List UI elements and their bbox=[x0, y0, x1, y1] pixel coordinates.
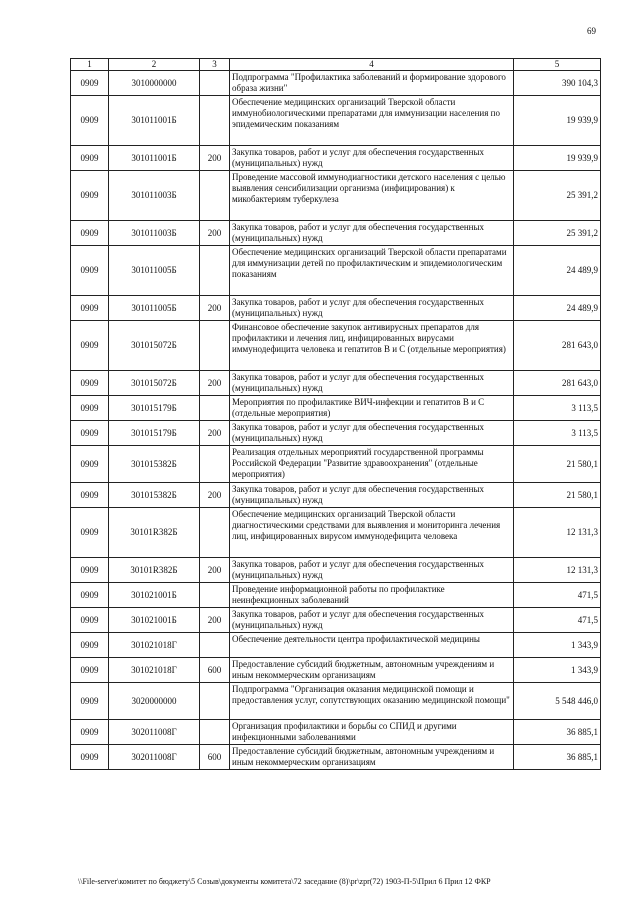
row-amount: 471,5 bbox=[514, 583, 601, 608]
row-name: Финансовое обеспечение закупок антивирусных препаратов для профилактики и лечения лиц, инфицированных вирусами иммунодефицита человека и гепатитов В и С (отдельные мероприятия) bbox=[230, 321, 514, 371]
row-name: Закупка товаров, работ и услуг для обеспечения государственных (муниципальных) нужд bbox=[230, 296, 514, 321]
row-section: 0909 bbox=[71, 221, 109, 246]
row-section: 0909 bbox=[71, 371, 109, 396]
row-amount: 21 580,1 bbox=[514, 446, 601, 483]
row-name: Предоставление субсидий бюджетным, автономным учреждениям и иным некоммерческим организациям bbox=[230, 745, 514, 770]
row-expense-type bbox=[200, 720, 230, 745]
header-section: 1 bbox=[71, 59, 109, 71]
row-code: 301015382Б bbox=[109, 446, 200, 483]
row-code: 301015179Б bbox=[109, 396, 200, 421]
row-section: 0909 bbox=[71, 296, 109, 321]
row-section: 0909 bbox=[71, 508, 109, 558]
row-amount: 25 391,2 bbox=[514, 171, 601, 221]
row-expense-type bbox=[200, 583, 230, 608]
table-row bbox=[71, 96, 601, 146]
row-amount: 24 489,9 bbox=[514, 296, 601, 321]
row-expense-type bbox=[200, 508, 230, 558]
table-row bbox=[71, 608, 601, 633]
table-row bbox=[71, 558, 601, 583]
row-amount: 281 643,0 bbox=[514, 321, 601, 371]
header-amount: 5 bbox=[514, 59, 601, 71]
row-amount: 5 548 446,0 bbox=[514, 683, 601, 720]
table-row bbox=[71, 421, 601, 446]
table-row bbox=[71, 296, 601, 321]
row-section: 0909 bbox=[71, 483, 109, 508]
table-row bbox=[71, 658, 601, 683]
header-expense-type: 3 bbox=[200, 59, 230, 71]
row-expense-type: 600 bbox=[200, 658, 230, 683]
row-amount: 24 489,9 bbox=[514, 246, 601, 296]
row-section: 0909 bbox=[71, 683, 109, 720]
row-expense-type bbox=[200, 321, 230, 371]
row-name: Закупка товаров, работ и услуг для обеспечения государственных (муниципальных) нужд bbox=[230, 483, 514, 508]
table-row bbox=[71, 246, 601, 296]
table-row bbox=[71, 171, 601, 221]
row-expense-type bbox=[200, 171, 230, 221]
table-row bbox=[71, 633, 601, 658]
row-section: 0909 bbox=[71, 321, 109, 371]
row-code: 302011008Г bbox=[109, 745, 200, 770]
row-expense-type bbox=[200, 396, 230, 421]
table-row bbox=[71, 683, 601, 720]
row-expense-type bbox=[200, 446, 230, 483]
row-section: 0909 bbox=[71, 71, 109, 96]
row-name: Закупка товаров, работ и услуг для обеспечения государственных (муниципальных) нужд bbox=[230, 558, 514, 583]
table-row bbox=[71, 221, 601, 246]
row-section: 0909 bbox=[71, 96, 109, 146]
row-section: 0909 bbox=[71, 633, 109, 658]
row-section: 0909 bbox=[71, 421, 109, 446]
row-name: Подпрограмма "Профилактика заболеваний и формирование здорового образа жизни" bbox=[230, 71, 514, 96]
row-amount: 36 885,1 bbox=[514, 745, 601, 770]
row-section: 0909 bbox=[71, 658, 109, 683]
row-name: Мероприятия по профилактике ВИЧ-инфекции и гепатитов В и С (отдельные мероприятия) bbox=[230, 396, 514, 421]
row-name: Обеспечение медицинских организаций Тверской области диагностическими средствами для выявления и мониторинга лечения лиц, инфицированных вирусом иммунодефицита человека bbox=[230, 508, 514, 558]
row-expense-type: 600 bbox=[200, 745, 230, 770]
row-amount: 1 343,9 bbox=[514, 658, 601, 683]
row-expense-type bbox=[200, 96, 230, 146]
row-name: Реализация отдельных мероприятий государственной программы Российской Федерации "Развитие здравоохранения" (отдельные мероприятия) bbox=[230, 446, 514, 483]
row-code: 301011001Б bbox=[109, 146, 200, 171]
table-row bbox=[71, 446, 601, 483]
row-name: Обеспечение медицинских организаций Тверской области препаратами для иммунизации детей по профилактическим и эпидемиологическим показаниям bbox=[230, 246, 514, 296]
row-name: Закупка товаров, работ и услуг для обеспечения государственных (муниципальных) нужд bbox=[230, 221, 514, 246]
row-code: 301015179Б bbox=[109, 421, 200, 446]
row-code: 302011008Г bbox=[109, 720, 200, 745]
row-name: Проведение массовой иммунодиагностики детского населения с целью выявления сенсибилизации организма (инфицирования) к микобактериям туберкулеза bbox=[230, 171, 514, 221]
row-amount: 3 113,5 bbox=[514, 421, 601, 446]
row-name: Предоставление субсидий бюджетным, автономным учреждениям и иным некоммерческим организациям bbox=[230, 658, 514, 683]
row-name: Обеспечение деятельности центра профилактической медицины bbox=[230, 633, 514, 658]
table-row bbox=[71, 146, 601, 171]
row-expense-type: 200 bbox=[200, 558, 230, 583]
row-amount: 281 643,0 bbox=[514, 371, 601, 396]
row-amount: 390 104,3 bbox=[514, 71, 601, 96]
row-amount: 19 939,9 bbox=[514, 146, 601, 171]
row-code: 301011005Б bbox=[109, 246, 200, 296]
row-section: 0909 bbox=[71, 396, 109, 421]
row-code: 3020000000 bbox=[109, 683, 200, 720]
row-name: Закупка товаров, работ и услуг для обеспечения государственных (муниципальных) нужд bbox=[230, 371, 514, 396]
table-row bbox=[71, 371, 601, 396]
row-code: 301021018Г bbox=[109, 633, 200, 658]
row-code: 30101R382Б bbox=[109, 558, 200, 583]
row-code: 301011003Б bbox=[109, 171, 200, 221]
row-code: 301015072Б bbox=[109, 321, 200, 371]
row-expense-type bbox=[200, 683, 230, 720]
row-name: Закупка товаров, работ и услуг для обеспечения государственных (муниципальных) нужд bbox=[230, 608, 514, 633]
row-section: 0909 bbox=[71, 608, 109, 633]
table-row bbox=[71, 71, 601, 96]
row-amount: 12 131,3 bbox=[514, 558, 601, 583]
row-expense-type: 200 bbox=[200, 146, 230, 171]
row-name: Закупка товаров, работ и услуг для обеспечения государственных (муниципальных) нужд bbox=[230, 421, 514, 446]
budget-table bbox=[70, 58, 601, 770]
row-expense-type: 200 bbox=[200, 221, 230, 246]
row-code: 301011003Б bbox=[109, 221, 200, 246]
header-name: 4 bbox=[230, 59, 514, 71]
row-section: 0909 bbox=[71, 171, 109, 221]
row-code: 30101R382Б bbox=[109, 508, 200, 558]
row-amount: 19 939,9 bbox=[514, 96, 601, 146]
table-row bbox=[71, 583, 601, 608]
row-name: Обеспечение медицинских организаций Тверской области иммунобиологическими препаратами для иммунизации населения по эпидемическим показаниям bbox=[230, 96, 514, 146]
row-expense-type: 200 bbox=[200, 371, 230, 396]
table-row bbox=[71, 483, 601, 508]
row-amount: 471,5 bbox=[514, 608, 601, 633]
row-amount: 21 580,1 bbox=[514, 483, 601, 508]
table-row bbox=[71, 396, 601, 421]
row-code: 3010000000 bbox=[109, 71, 200, 96]
table-row bbox=[71, 745, 601, 770]
header-code: 2 bbox=[109, 59, 200, 71]
row-name: Организация профилактики и борьбы со СПИД и другими инфекционными заболеваниями bbox=[230, 720, 514, 745]
row-amount: 36 885,1 bbox=[514, 720, 601, 745]
row-name: Проведение информационной работы по профилактике неинфекционных заболеваний bbox=[230, 583, 514, 608]
row-amount: 1 343,9 bbox=[514, 633, 601, 658]
row-expense-type: 200 bbox=[200, 483, 230, 508]
row-expense-type: 200 bbox=[200, 421, 230, 446]
row-section: 0909 bbox=[71, 146, 109, 171]
table-row bbox=[71, 321, 601, 371]
row-section: 0909 bbox=[71, 246, 109, 296]
table-header-row bbox=[71, 59, 601, 71]
row-code: 301011001Б bbox=[109, 96, 200, 146]
row-code: 301021001Б bbox=[109, 583, 200, 608]
row-section: 0909 bbox=[71, 446, 109, 483]
row-expense-type bbox=[200, 246, 230, 296]
row-code: 301021001Б bbox=[109, 608, 200, 633]
row-section: 0909 bbox=[71, 583, 109, 608]
row-section: 0909 bbox=[71, 745, 109, 770]
row-code: 301015382Б bbox=[109, 483, 200, 508]
row-expense-type bbox=[200, 71, 230, 96]
row-name: Подпрограмма "Организация оказания медицинской помощи и предоставления услуг, сопутствующих оказанию медицинской помощи" bbox=[230, 683, 514, 720]
row-expense-type: 200 bbox=[200, 296, 230, 321]
row-section: 0909 bbox=[71, 720, 109, 745]
row-amount: 25 391,2 bbox=[514, 221, 601, 246]
row-code: 301011005Б bbox=[109, 296, 200, 321]
row-code: 301021018Г bbox=[109, 658, 200, 683]
row-name: Закупка товаров, работ и услуг для обеспечения государственных (муниципальных) нужд bbox=[230, 146, 514, 171]
row-section: 0909 bbox=[71, 558, 109, 583]
table-row bbox=[71, 508, 601, 558]
file-path-footer: \\File-server\комитет по бюджету\5 Созыв\документы комитета\72 заседание (8)\pr\zpr(72) 1903-П-5\Прил 6 Прил 12 ФКР bbox=[78, 877, 491, 886]
row-code: 301015072Б bbox=[109, 371, 200, 396]
row-expense-type: 200 bbox=[200, 608, 230, 633]
row-amount: 12 131,3 bbox=[514, 508, 601, 558]
row-amount: 3 113,5 bbox=[514, 396, 601, 421]
row-expense-type bbox=[200, 633, 230, 658]
table-row bbox=[71, 720, 601, 745]
page-number: 69 bbox=[587, 26, 596, 36]
